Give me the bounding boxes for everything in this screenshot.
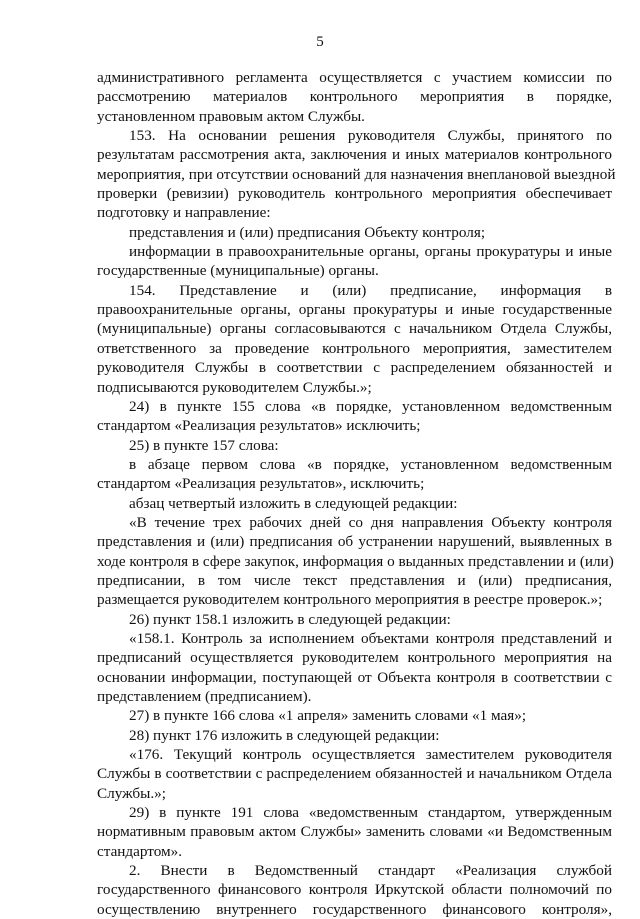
text-line: правоохранительные органы, органы прокуратуры и иные государственные	[97, 301, 612, 319]
text-line: основании информации, поступающей от Объекта контроля в соответствии с	[97, 668, 612, 686]
text-line: 28) пункт 176 изложить в следующей редакции:	[129, 726, 440, 744]
text-line: «158.1. Контроль за исполнением объектами контроля представлений и	[129, 629, 612, 647]
text-line: государственные (муниципальные) органы.	[97, 262, 379, 280]
text-line: 154. Представление и (или) предписание, информация в	[129, 281, 612, 299]
text-line: Службы.»;	[97, 784, 166, 802]
text-line: абзац четвертый изложить в следующей редакции:	[129, 494, 458, 512]
text-line: представления и (или) предписания Объекту контроля;	[129, 223, 486, 241]
text-line: осуществлению внутреннего государственного финансового контроля»,	[97, 900, 612, 918]
text-line: предписаний осуществляется руководителем контрольного мероприятия на	[97, 649, 612, 667]
text-line: 2. Внести в Ведомственный стандарт «Реализация службой	[129, 862, 612, 880]
text-line: 25) в пункте 157 слова:	[129, 436, 279, 454]
text-line: стандартом».	[97, 842, 183, 860]
text-line: ответственного за проведение контрольного мероприятия, заместителем	[97, 339, 612, 357]
text-line: «176. Текущий контроль осуществляется заместителем руководителя	[129, 746, 612, 764]
text-line: стандартом «Реализация результатов», исключить;	[97, 475, 425, 493]
text-line: 24) в пункте 155 слова «в порядке, установленном ведомственным	[129, 397, 612, 415]
text-line: руководителя Службы в соответствии с распределением обязанностей и	[97, 359, 612, 377]
text-line: 29) в пункте 191 слова «ведомственным стандартом, утвержденным	[129, 804, 612, 822]
text-line: стандартом «Реализация результатов» исключить;	[97, 417, 421, 435]
text-line: Службы в соответствии с распределением обязанностей и начальником Отдела	[97, 765, 612, 783]
text-line: нормативным правовым актом Службы» заменить словами «и Ведомственным	[97, 823, 612, 841]
text-line: 153. На основании решения руководителя Службы, принятого по	[129, 127, 612, 145]
text-line: административного регламента осуществляется с участием комиссии по	[97, 69, 612, 86]
document-body	[97, 68, 616, 919]
text-line: (муниципальные) органы согласовываются с начальником Отдела Службы,	[97, 320, 612, 338]
text-line: результатам рассмотрения акта, заключения и иных материалов контрольного	[97, 146, 612, 164]
text-line: представлением (предписанием).	[97, 688, 312, 705]
text-line: проверки (ревизии) руководитель контрольного мероприятия обеспечивает	[97, 185, 612, 203]
text-line: 26) пункт 158.1 изложить в следующей редакции:	[129, 610, 451, 628]
text-line: ходе контроля в сфере закупок, информация о выданных представлении и (или)	[97, 552, 614, 570]
text-line: размещается руководителем контрольного мероприятия в реестре проверок.»;	[97, 591, 603, 609]
text-line: 27) в пункте 166 слова «1 апреля» заменить словами «1 мая»;	[129, 707, 527, 725]
text-line: установленном правовым актом Службы.	[97, 107, 365, 125]
text-line: представления и (или) предписания об устранении нарушений, выявленных в	[97, 533, 612, 551]
text-line: информации в правоохранительные органы, органы прокуратуры и иные	[129, 243, 612, 261]
page-number: 5	[316, 34, 324, 50]
text-line: в абзаце первом слова «в порядке, установленном ведомственным	[129, 455, 612, 473]
text-line: подготовку и направление:	[97, 204, 271, 222]
text-line: рассмотрению материалов контрольного мероприятия в порядке,	[97, 88, 612, 106]
text-line: предписании, в том числе текст представления и (или) предписания,	[97, 571, 612, 589]
text-line: «В течение трех рабочих дней со дня направления Объекту контроля	[129, 513, 612, 531]
text-line: государственного финансового контроля Иркутской области полномочий по	[97, 881, 612, 899]
text-line: подписываются руководителем Службы.»;	[97, 378, 372, 396]
text-line: мероприятия, при отсутствии оснований для назначения внеплановой выездной	[97, 165, 616, 183]
